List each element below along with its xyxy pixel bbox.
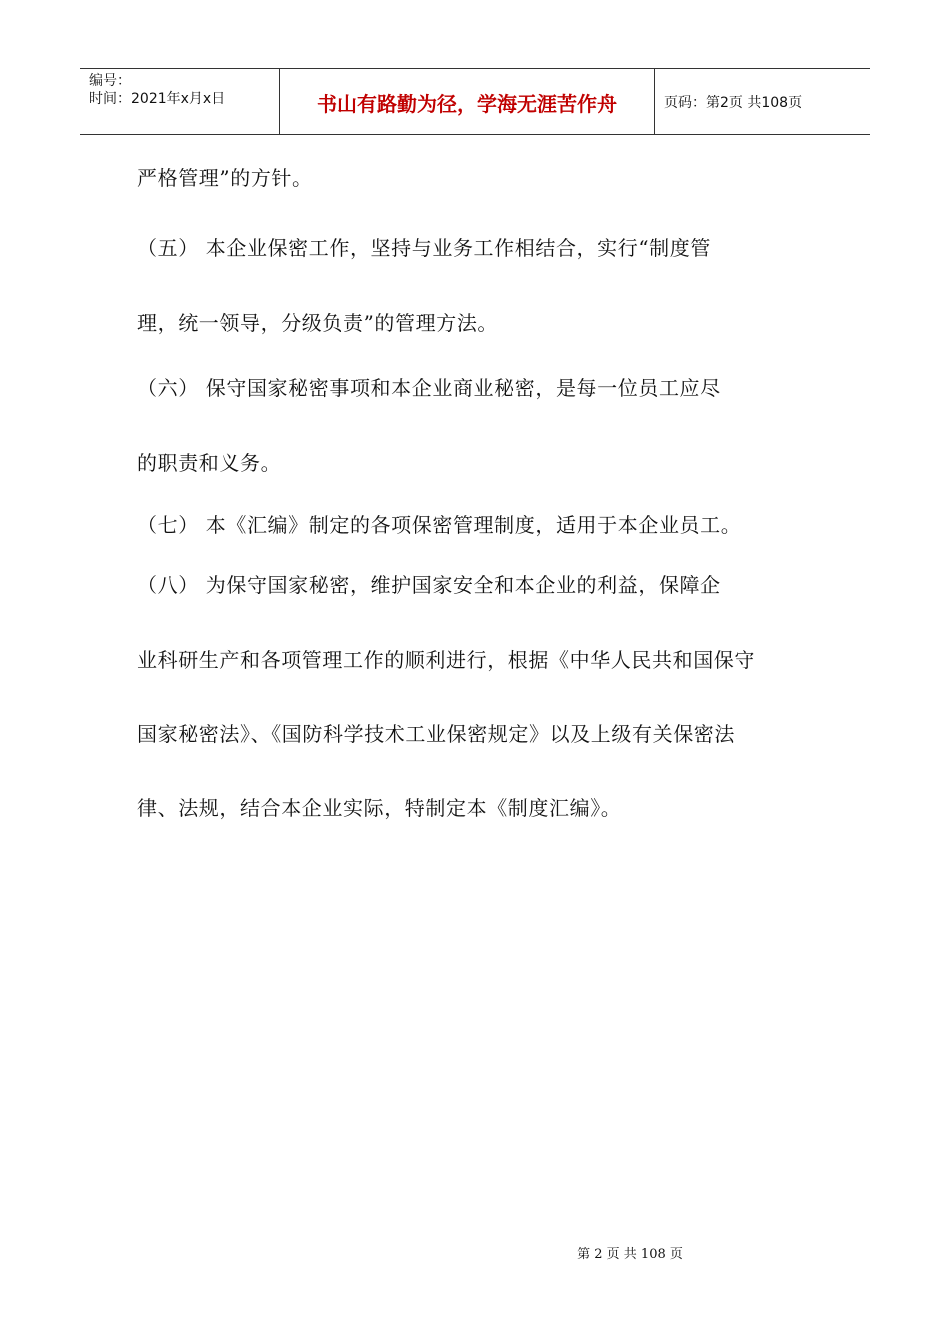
body-line: （八） 为保守国家秘密，维护国家安全和本企业的利益，保障企 [137, 573, 721, 597]
body-line: 业科研生产和各项管理工作的顺利进行，根据《中华人民共和国保守 [137, 648, 755, 672]
header-motto: 书山有路勤为径，学海无涯苦作舟 [317, 92, 617, 116]
body-line: 国家秘密法》、《国防科学技术工业保密规定》以及上级有关保密法 [137, 722, 735, 746]
footer-page-number: 第 2 页 共 108 页 [577, 1247, 683, 1262]
page-footer [0, 1246, 950, 1264]
header-meta-cell [80, 69, 280, 134]
body-line: （七） 本《汇编》制定的各项保密管理制度，适用于本企业员工。 [137, 513, 742, 537]
header-motto-cell [280, 69, 655, 134]
body-line: 理，统一领导，分级负责”的管理方法。 [137, 311, 499, 335]
body-line: （六） 保守国家秘密事项和本企业商业秘密，是每一位员工应尽 [137, 376, 721, 400]
header-page-info: 页码：第2页 共108页 [664, 95, 803, 111]
body-line: 的职责和义务。 [137, 451, 282, 475]
body-line: 律、法规，结合本企业实际，特制定本《制度汇编》。 [137, 796, 622, 820]
number-label: 编号： [89, 73, 131, 89]
body-line: 严格管理”的方针。 [137, 166, 313, 190]
header-page-cell [655, 69, 870, 134]
time-label: 时间：2021年x月x日 [89, 91, 226, 107]
page-header [80, 68, 870, 135]
body-line: （五） 本企业保密工作，坚持与业务工作相结合，实行“制度管 [137, 236, 711, 260]
